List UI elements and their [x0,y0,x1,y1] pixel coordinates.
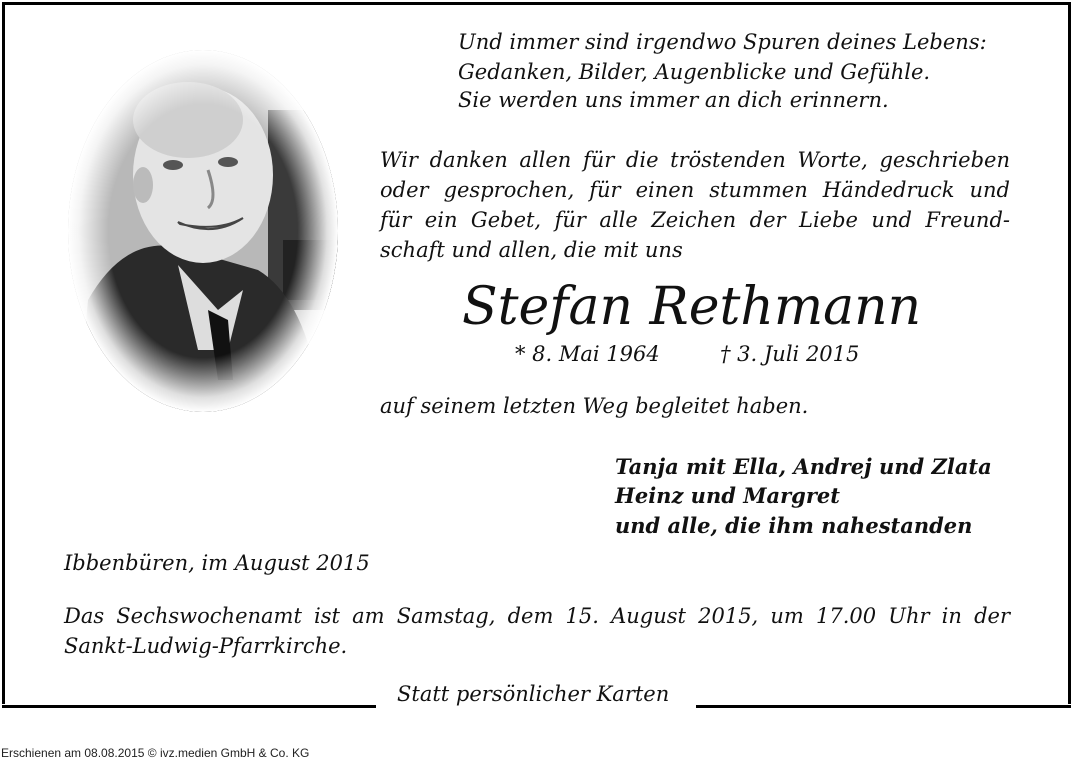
mourner-line: und alle, die ihm nahestanden [615,513,973,538]
deceased-name: Stefan Rethmann [462,277,922,337]
closing-line: auf seinem letzten Weg begleitet haben. [380,394,809,418]
death-date: † 3. Juli 2015 [720,342,860,366]
birth-date: * 8. Mai 1964 [515,342,660,366]
thanks-line: Wir danken allen für die tröstenden Worte, geschrieben [380,148,1010,172]
mourner-line: Tanja mit Ella, Andrej und Zlata [615,454,992,479]
bottom-note: Statt persönlicher Karten [397,682,670,706]
mourner-line: Heinz und Margret [615,483,840,508]
poem-line: Sie werden uns immer an dich erinnern. [458,88,889,112]
publication-footer: Erschienen am 08.08.2015 © ivz.medien GmbH & Co. KG [1,746,310,760]
bottom-rule-right [696,705,1071,708]
thanks-line: oder gesprochen, für einen stummen Händedruck und [380,178,1010,202]
thanks-line: für ein Gebet, für alle Zeichen der Liebe und Freund- [380,208,1010,232]
bottom-rule-left [2,705,376,708]
place-date: Ibbenbüren, im August 2015 [64,551,370,575]
thanks-line: schaft und allen, die mit uns [380,238,683,262]
poem-line: Gedanken, Bilder, Augenblicke und Gefühle. [458,60,931,84]
service-line: Sankt-Ludwig-Pfarrkirche. [64,634,348,658]
service-line: Das Sechswochenamt ist am Samstag, dem 15. August 2015, um 17.00 Uhr in der [64,604,1010,628]
portrait-photo [68,50,338,412]
poem-line: Und immer sind irgendwo Spuren deines Lebens: [458,30,987,54]
